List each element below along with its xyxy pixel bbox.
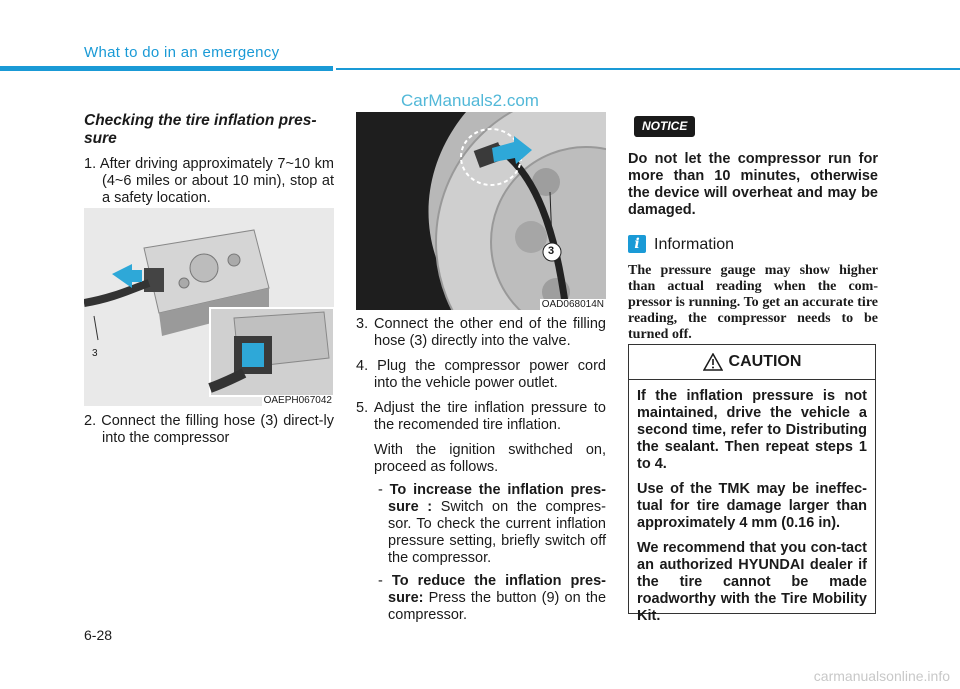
caution-paragraph-2: Use of the TMK may be ineffec-tual for tire damage larger than approximately 4 mm (0.16 in). [637,481,867,531]
step-5-instructions: With the ignition swithched on, proceed as follows. [374,442,606,475]
increase-label: To increase the inflation pres-sure : [388,482,606,515]
info-icon: i [628,235,646,253]
increase-pressure-item: - To increase the inflation pres-sure : Switch on the compres-sor. To check the current inflation pressure setting, briefly switch off the compressor. [378,482,606,566]
compressor-illustration [84,208,334,406]
figure-code: OAD068014N [541,299,604,310]
tire-illustration [356,112,606,310]
step-1: 1. After driving approximately 7~10 km (4~6 miles or about 10 min), stop at a safety location. [84,156,334,206]
step-4: 4. Plug the compressor power cord into the vehicle power outlet. [356,358,606,391]
caution-body [629,380,875,625]
caution-paragraph-3: We recommend that you con-tact an authorized HYUNDAI dealer if the tire cannot be made roadworthy with the Tire Mobility Kit. [637,540,867,624]
step-5: 5. Adjust the tire inflation pressure to the recomended tire inflation. [356,400,606,433]
increase-text: Switch on the compres-sor. To check the current inflation pressure setting, briefly switch off the compressor. [388,499,606,566]
caution-box [628,344,876,624]
information-text: The pressure gauge may show higher than actual reading when the com-pressor is running. To get an accurate tire reading, the compressor needs to be turned off. [628,263,878,342]
left-column-lower [84,413,334,455]
header-bar-thin [336,68,960,70]
caution-header [629,345,875,380]
reduce-pressure-item: - To reduce the inflation pres-sure: Press the button (9) on the compressor. [378,573,607,623]
figure-callout-3: 3 [548,245,555,257]
step-2: 2. Connect the filling hose (3) direct-ly into the compressor [84,413,334,446]
middle-column [356,316,606,630]
information-heading [628,235,878,253]
right-column [628,112,878,343]
tire-valve-figure [356,112,606,310]
left-column [84,112,334,215]
warning-triangle-icon [703,353,723,371]
header-bar-thick [0,66,333,71]
section-header: What to do in an emergency [84,44,280,61]
footer-watermark: carmanualsonline.info [813,668,950,684]
figure-callout-3: 3 [92,348,98,359]
notice-badge: NOTICE [634,116,695,137]
step-3: 3. Connect the other end of the filling hose (3) directly into the valve. [356,316,606,349]
notice-text: Do not let the compressor run for more than 10 minutes, otherwise the device will overheat and may be damaged. [628,151,878,218]
compressor-figure [84,208,334,406]
information-title: Information [654,235,735,253]
watermark: CarManuals2.com [401,91,539,110]
reduce-text: Press the button (9) on the compressor. [388,590,607,623]
caution-title: CAUTION [728,353,802,370]
page-number: 6-28 [84,627,113,643]
section-heading: Checking the tire inflation pres-sure [84,112,317,147]
caution-paragraph-1: If the inflation pressure is not maintained, drive the vehicle a second time, refer to Distributing the sealant. Then repeat steps 1 to 4. [637,388,867,472]
figure-code: OAEPH067042 [263,395,332,406]
reduce-label: To reduce the inflation pres-sure: [388,573,607,606]
